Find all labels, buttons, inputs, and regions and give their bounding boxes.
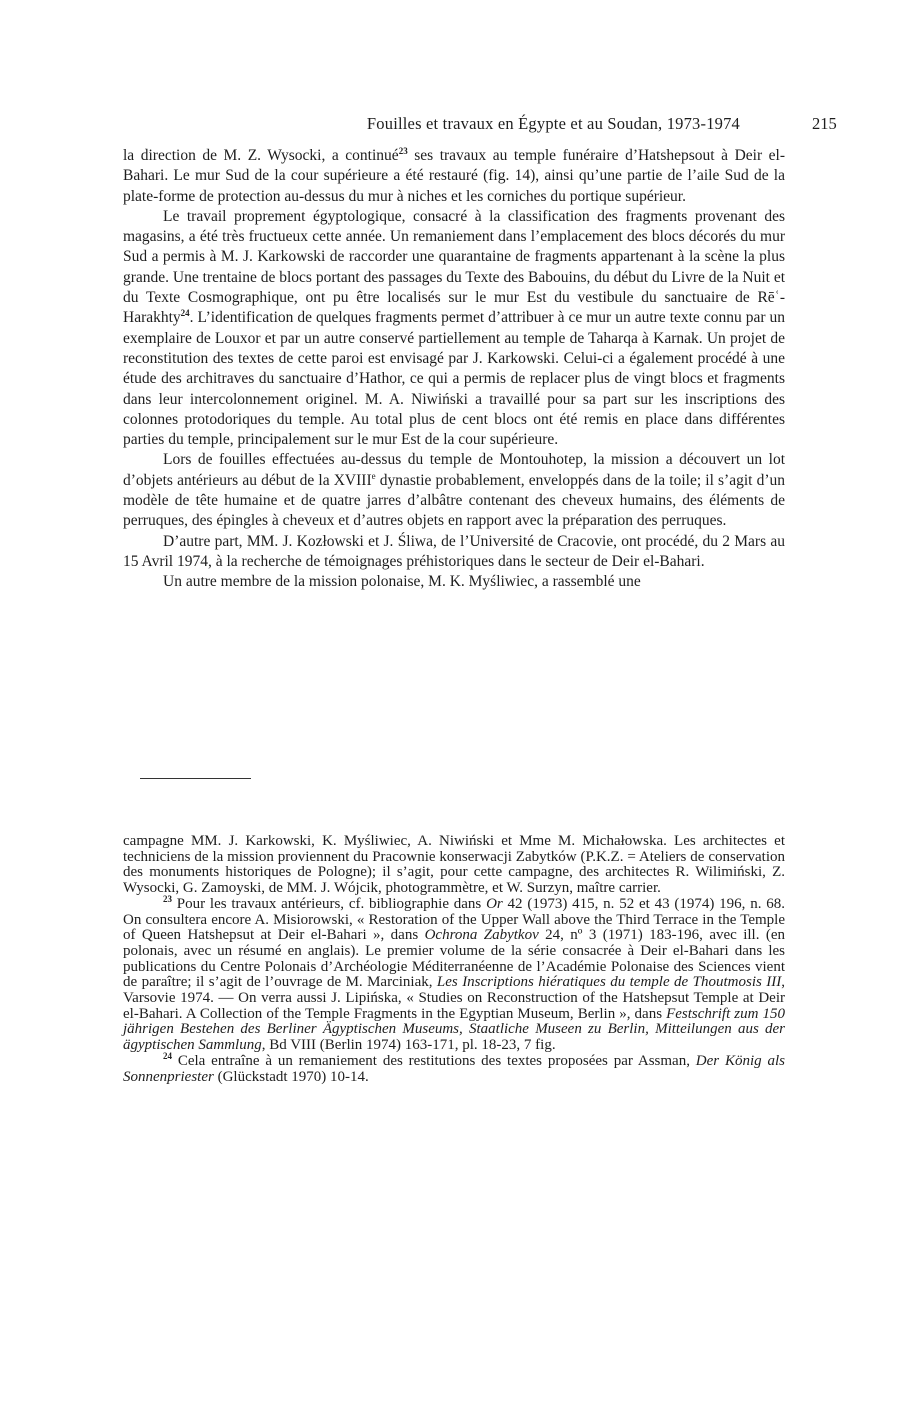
paragraph-5: Un autre membre de la mission polonaise, M. K. Myśliwiec, a rassemblé une xyxy=(163,573,641,591)
paragraph-3: Lors de fouilles effectuées au-dessus du temple de Montouhotep, la mission a découvert un lot d’objets antérieurs au début de la XVIIIe dynastie probablement, enveloppés dans de la toile; il s’agit d’un modèle de tête humaine et de quatre jarres d’albâtre contenant des cheveux humains, des éléments de perruques, des épingles à cheveux et d’autres objets en rapport avec la préparation des perruques. xyxy=(123,451,786,530)
page-number: 215 xyxy=(812,114,837,133)
footnote-24: $^{24}$ Cela entraîne à un remaniement des restitutions des textes proposées par Assman, Der König als Sonnenpriester (Glückstadt 1970) 10-14. xyxy=(123,1050,785,1085)
main-text xyxy=(123,146,785,593)
paragraph-2: Le travail proprement égyptologique, consacré à la classification des fragments provenant des magasins, a été très fructueux cette année. Un remaniement dans l’emplacement des blocs décorés du mur Sud a permis à M. J. Karkowski de raccorder une quarantaine de fragments appartenant à la scène la plus grande. Une trentaine de blocs portant des passages du Texte des Babouins, du début du Livre de la Nuit et du Texte Cosmographique, ont pu être localisés sur le mur Est du vestibule du sanctuaire de Rēʿ-Harakhty$^{24}$. L’identification de quelques fragments permet d’attribuer à ce mur un autre texte connu par un exemplaire de Louxor et par un autre conservé partiellement au temple de Taharqa à Karnak. Un projet de reconstitution des textes de cette paroi est envisagé par J. Karkowski. Celui-ci a également procédé à une étude des architraves du sanctuaire d’Hathor, ce qui a permis de replacer plus de vingt blocs et fragments dans leur intercolonnement originel. M. A. Niwiński a travaillé pour sa part sur les inscriptions des colonnes protodoriques du temple. Au total plus de cent blocs ont été remis en place dans différentes parties du temple, principalement sur le mur Est de la cour supérieure. xyxy=(123,207,785,449)
footnote-ref-24: 24 xyxy=(180,308,190,319)
footnote-23: $^{23}$ Pour les travaux antérieurs, cf. bibliographie dans Or 42 (1973) 415, n. 52 et 43 (1974) 196, n. 68. On consultera encore A. Misiorowski, « Restoration of the Upper Wall above the Third Terrace in the Temple of Queen Hatshepsut at Deir el-Bahari », dans Ochrona Zabytkov 24, nº 3 (1971) 183-196, avec ill. (en polonais, avec un résumé en anglais). Le premier volume de la série consacrée à Deir el-Bahari dans les publications du Centre Polonais d’Archéologie Méditerranéenne de l’Académie Polonaise des Sciences vient de paraître; il s’agit de l’ouvrage de M. Marciniak, Les Inscriptions hiératiques du temple de Thoutmosis III, Varsovie 1974. — On verra aussi J. Lipińska, « Studies on Reconstruction of the Hatshepsut Temple at Deir el-Bahari. A Collection of the Temple Fragments in the Egyptian Museum, Berlin », dans Festschrift zum 150 jährigen Bestehen des Berliner Ägyptischen Museums, Staatliche Museen zu Berlin, Mitteilungen aus der ägyptischen Sammlung, Bd VIII (Berlin 1974) 163-171, pl. 18-23, 7 fig. xyxy=(123,893,786,1054)
running-header: Fouilles et travaux en Égypte et au Soudan, 1973-1974 xyxy=(366,114,740,133)
footnote-continuation: campagne MM. J. Karkowski, K. Myśliwiec, A. Niwiński et Mme M. Michałowska. Les architectes et techniciens de la mission proviennent du Pracownie konserwacji Zabytków (P.K.Z. = Ateliers de conservation des monuments historiques de Pologne); il s’agit, pour cette campagne, des architectes R. Wilimiński, Z. Wysocki, G. Zamoyski, de MM. J. Wójcik, photogrammètre, et W. Surzyn, maître carrier. xyxy=(123,833,785,897)
footnote-ref-23: 23 xyxy=(398,146,408,156)
footnote-separator xyxy=(140,778,251,779)
footnotes xyxy=(123,834,785,1085)
paragraph-1: la direction de M. Z. Wysocki, a continué$^{23}$ ses travaux au temple funéraire d’Hatshepsout à Deir el-Bahari. Le mur Sud de la cour supérieure a été restauré (fig. 14), ainsi qu’une partie de l’aile Sud de la plate-forme de protection au-dessus du mur à niches et les corniches du portique supérieur. xyxy=(123,146,785,205)
paragraph-4: D’autre part, MM. J. Kozłowski et J. Śliwa, de l’Université de Cracovie, ont procédé, du 2 Mars au 15 Avril 1974, à la recherche de témoignages préhistoriques dans le secteur de Deir el-Bahari. xyxy=(123,532,785,570)
